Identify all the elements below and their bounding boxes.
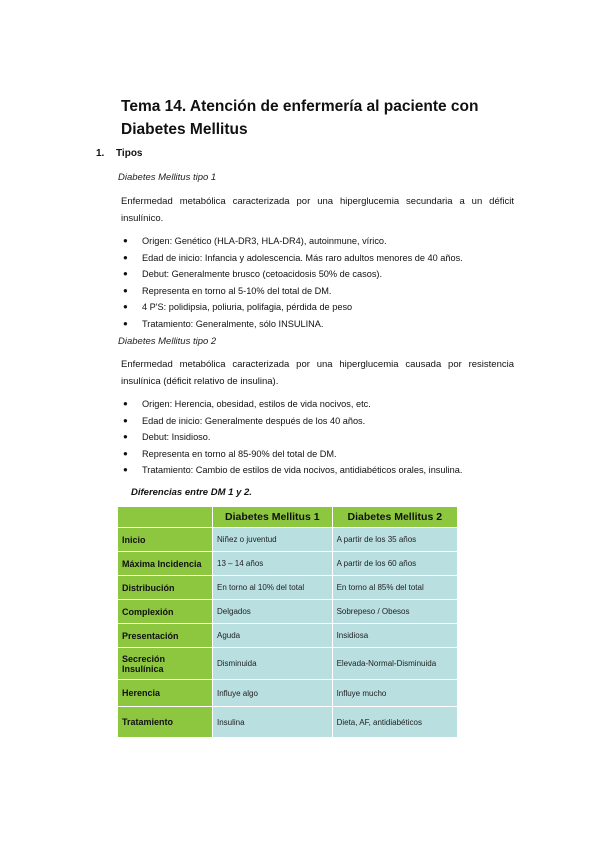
table-header-corner [118,507,213,528]
cell-dm1: Niñez o juventud [213,528,333,552]
cell-dm2: Dieta, AF, antidiabéticos [332,707,457,738]
list-item: ● Representa en torno al 85-90% del total de DM. [121,446,462,463]
tipo2-bullet-list [121,396,462,479]
table-row [118,528,458,552]
row-label: Distribución [118,576,213,600]
cell-dm1: En torno al 10% del total [213,576,333,600]
cell-dm2: A partir de los 60 años [332,552,457,576]
list-item: ● Origen: Genético (HLA-DR3, HLA-DR4), autoinmune, vírico. [121,233,463,250]
list-item: ● Edad de inicio: Generalmente después de los 40 años. [121,413,462,430]
cell-dm1: Delgados [213,600,333,624]
tipo2-heading: Diabetes Mellitus tipo 2 [118,336,217,347]
cell-dm2: Elevada-Normal-Disminuida [332,648,457,680]
cell-dm2: A partir de los 35 años [332,528,457,552]
table-row [118,707,458,738]
cell-dm2: Influye mucho [332,680,457,707]
row-label: Complexión [118,600,213,624]
tipo1-bullet-list [121,233,463,332]
table-header-row [118,507,458,528]
list-item: ● Origen: Herencia, obesidad, estilos de vida nocivos, etc. [121,396,462,413]
cell-dm2: Insidiosa [332,624,457,648]
tipo2-description: Enfermedad metabólica caracterizada por una hiperglucemia causada por resistencia insulínica (déficit relativo de insulina). [121,359,514,387]
table-header-dm1: Diabetes Mellitus 1 [213,507,333,528]
row-label: Inicio [118,528,213,552]
list-item: ● Debut: Generalmente brusco (cetoacidosis 50% de casos). [121,266,463,283]
comparison-table [117,506,458,738]
cell-dm1: Insulina [213,707,333,738]
list-item: ● Edad de inicio: Infancia y adolescencia. Más raro adultos menores de 40 años. [121,250,463,267]
cell-dm1: 13 – 14 años [213,552,333,576]
row-label: Secreción Insulínica [118,648,213,680]
cell-dm1: Disminuida [213,648,333,680]
table-row [118,624,458,648]
table-row [118,680,458,707]
table-caption: Diferencias entre DM 1 y 2. [131,487,252,498]
row-label: Herencia [118,680,213,707]
list-item: ● Debut: Insidioso. [121,429,462,446]
row-label: Máxima Incidencia [118,552,213,576]
table-row [118,600,458,624]
section-number: 1. [96,148,105,159]
page-title: Tema 14. Atención de enfermería al paciente con Diabetes Mellitus [121,98,479,138]
list-item: ● 4 P'S: polidipsia, poliuria, polifagia, pérdida de peso [121,299,463,316]
cell-dm1: Influye algo [213,680,333,707]
list-item: ● Tratamiento: Cambio de estilos de vida nocivos, antidiabéticos orales, insulina. [121,462,462,479]
row-label: Presentación [118,624,213,648]
section-heading [96,148,142,159]
table-row [118,552,458,576]
cell-dm1: Aguda [213,624,333,648]
table-row [118,576,458,600]
cell-dm2: Sobrepeso / Obesos [332,600,457,624]
tipo1-description: Enfermedad metabólica caracterizada por una hiperglucemia secundaria a un déficit insulínico. [121,196,514,224]
tipo1-heading: Diabetes Mellitus tipo 1 [118,172,217,183]
list-item: ● Representa en torno al 5-10% del total de DM. [121,283,463,300]
cell-dm2: En torno al 85% del total [332,576,457,600]
row-label: Tratamiento [118,707,213,738]
table-header-dm2: Diabetes Mellitus 2 [332,507,457,528]
list-item: ● Tratamiento: Generalmente, sólo INSULINA. [121,316,463,333]
section-label: Tipos [116,148,143,159]
table-row [118,648,458,680]
